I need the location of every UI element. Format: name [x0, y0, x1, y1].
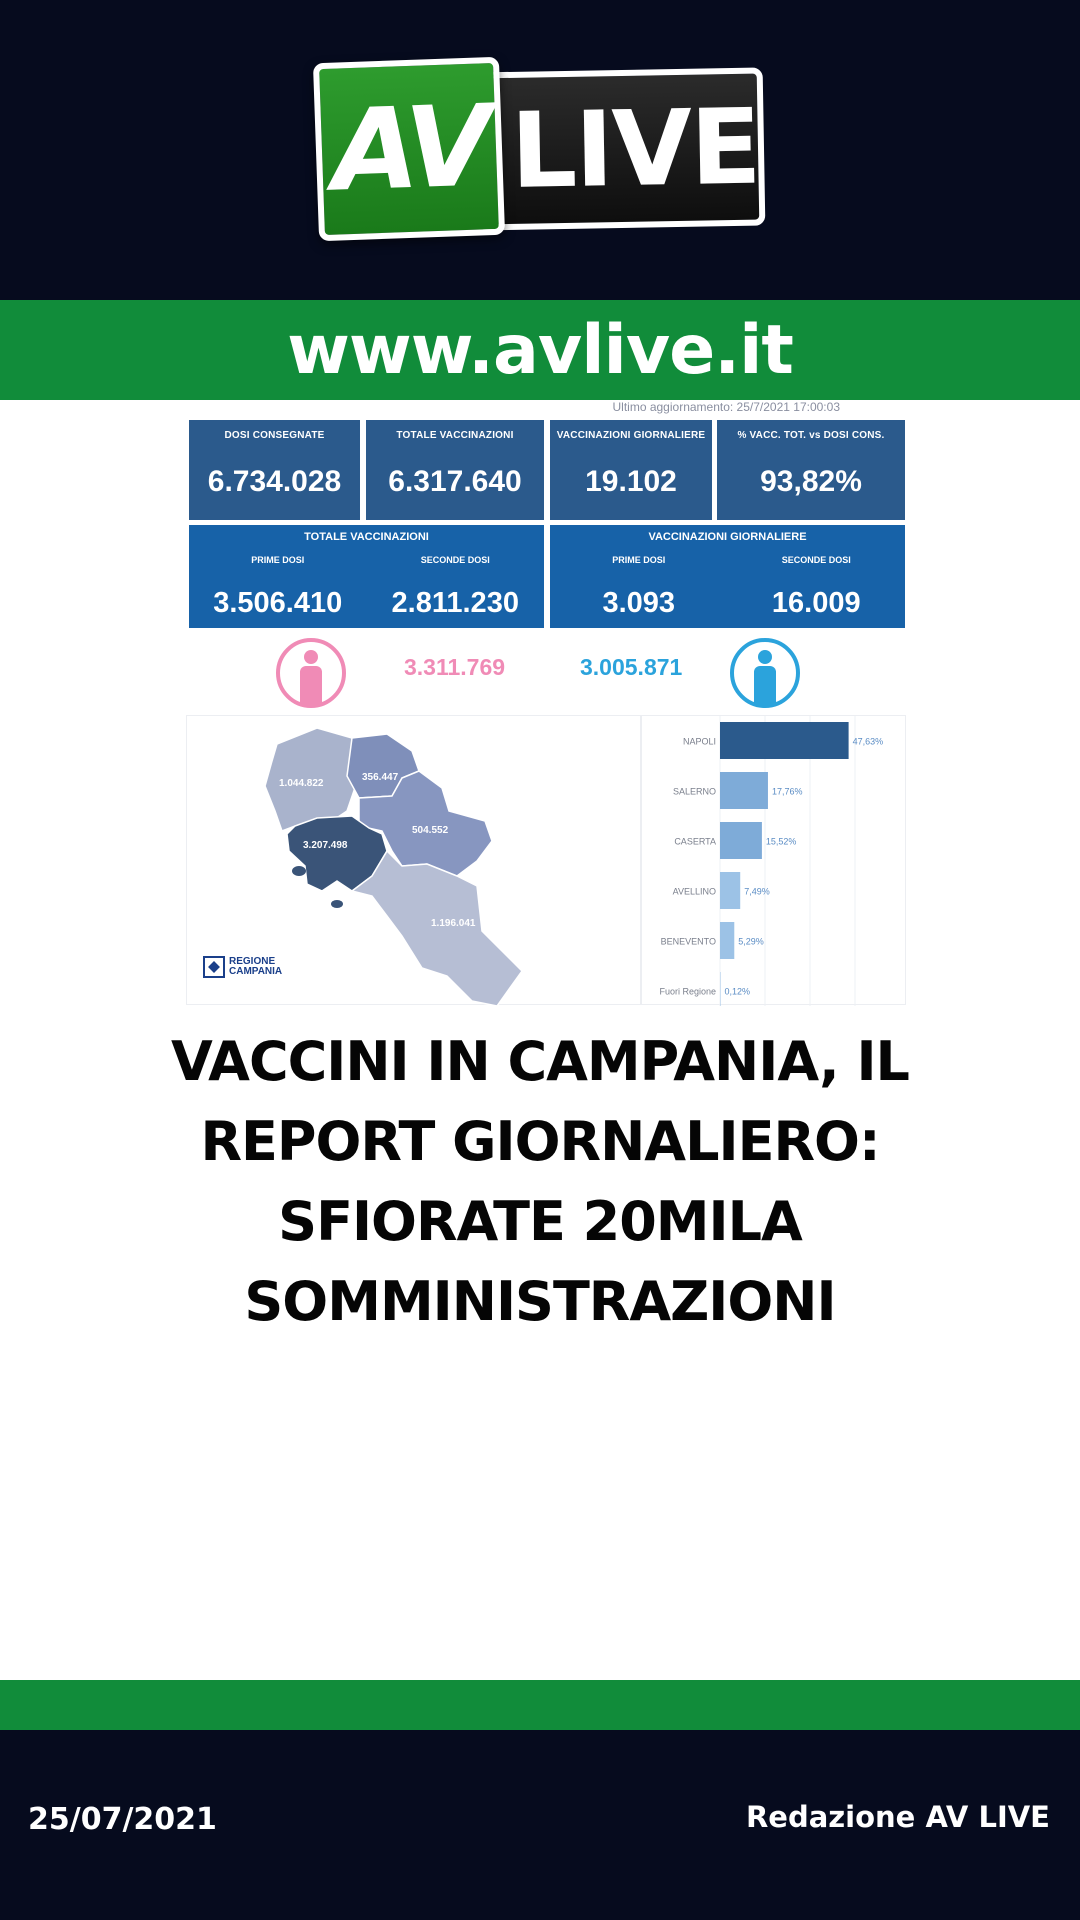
- regione-logo-line1: REGIONE: [229, 956, 276, 967]
- author-credit: Redazione AV LIVE: [745, 1800, 1050, 1834]
- bar-value-label: 0,12%: [724, 986, 751, 997]
- publish-date: 25/07/2021: [28, 1802, 217, 1837]
- map-label-avellino: 504.552: [412, 825, 449, 836]
- bar-label: AVELLINO: [672, 886, 716, 897]
- site-url[interactable]: www.avlive.it: [287, 310, 793, 390]
- giornaliere-seconde-dosi: [728, 555, 906, 620]
- group-title: VACCINAZIONI GIORNALIERE: [648, 531, 807, 543]
- regione-logo-line2: CAMPANIA: [229, 966, 283, 977]
- map-label-caserta: 1.044.822: [279, 778, 324, 789]
- tile-value: 93,82%: [760, 465, 862, 498]
- sub-value: 16.009: [771, 587, 861, 619]
- map-label-benevento: 356.447: [362, 772, 399, 783]
- female-count: 3.311.769: [404, 654, 506, 680]
- tile-vaccinazioni-giornaliere: [550, 420, 712, 520]
- article-headline[interactable]: VACCINI IN CAMPANIA, IL REPORT GIORNALIERO: SFIORATE 20MILA SOMMINISTRAZIONI: [171, 1030, 909, 1333]
- sub-value: 3.093: [602, 587, 676, 619]
- sub-label: SECONDE DOSI: [420, 555, 490, 565]
- sub-label: PRIME DOSI: [251, 555, 305, 565]
- male-count: 3.005.871: [580, 654, 683, 680]
- regione-crest-icon: [203, 956, 225, 978]
- tile-label: TOTALE VACCINAZIONI: [396, 430, 514, 441]
- bar-value-label: 15,52%: [765, 836, 797, 847]
- tile-label: DOSI CONSEGNATE: [224, 430, 325, 441]
- female-icon: [276, 638, 346, 708]
- logo-live-text: LIVE: [509, 85, 761, 212]
- sub-label: SECONDE DOSI: [781, 555, 851, 565]
- bar-value-label: 7,49%: [744, 886, 770, 897]
- map-label-napoli: 3.207.498: [303, 840, 348, 851]
- avlive-logo[interactable]: [316, 60, 764, 240]
- bar-napoli: [720, 722, 849, 759]
- bar-label: Fuori Regione: [659, 986, 716, 997]
- tile-label: VACCINAZIONI GIORNALIERE: [556, 430, 706, 441]
- sub-label: PRIME DOSI: [612, 555, 666, 565]
- regione-campania-logo: [203, 956, 282, 978]
- last-updated: Ultimo aggiornamento: 25/7/2021 17:00:03: [612, 400, 840, 414]
- totale-prime-dosi: [189, 555, 367, 620]
- bar-caserta: [720, 822, 762, 859]
- bar-label: CASERTA: [674, 836, 716, 847]
- logo-live-block: [475, 67, 766, 230]
- tile-totale-vaccinazioni: [366, 420, 544, 520]
- bar-value-label: 5,29%: [738, 936, 764, 947]
- tile-dosi-consegnate: [189, 420, 360, 520]
- footer: [0, 1730, 1080, 1920]
- bar-avellino: [720, 872, 740, 909]
- sub-value: 3.506.410: [213, 587, 343, 619]
- footer-stripe: [0, 1680, 1080, 1730]
- bar-value-label: 17,76%: [771, 786, 803, 797]
- bar-label: NAPOLI: [682, 736, 716, 747]
- group-title: TOTALE VACCINAZIONI: [304, 531, 429, 543]
- group-totale-vaccinazioni: [189, 525, 544, 628]
- bar-label: BENEVENTO: [660, 936, 716, 947]
- header: [0, 0, 1080, 300]
- tile-value: 6.734.028: [207, 465, 342, 498]
- bar-value-label: 47,63%: [852, 736, 884, 747]
- vaccine-infographic: [186, 400, 906, 1005]
- province-bar-chart: [641, 715, 906, 1005]
- tile-label: % VACC. TOT. vs DOSI CONS.: [737, 430, 885, 441]
- campania-map-panel: [186, 715, 641, 1005]
- giornaliere-prime-dosi: [550, 555, 728, 620]
- group-vaccinazioni-giornaliere: [550, 525, 905, 628]
- tile-value: 6.317.640: [388, 465, 522, 498]
- tile-value: 19.102: [585, 465, 677, 498]
- island-capri: [331, 900, 343, 908]
- province-bar-svg: [642, 716, 907, 1006]
- map-label-salerno: 1.196.041: [431, 918, 476, 929]
- totale-seconde-dosi: [367, 555, 545, 620]
- bar-label: SALERNO: [672, 786, 716, 797]
- logo-av-block: [313, 57, 505, 241]
- bar-benevento: [720, 922, 734, 959]
- bar-salerno: [720, 772, 768, 809]
- island-ischia: [292, 866, 306, 876]
- male-icon: [730, 638, 800, 708]
- bar-fuori-regione: [720, 972, 721, 1006]
- url-banner: [0, 300, 1080, 400]
- tile-percentuale: [717, 420, 905, 520]
- sub-value: 2.811.230: [391, 587, 519, 619]
- logo-av-text: AV: [329, 81, 489, 217]
